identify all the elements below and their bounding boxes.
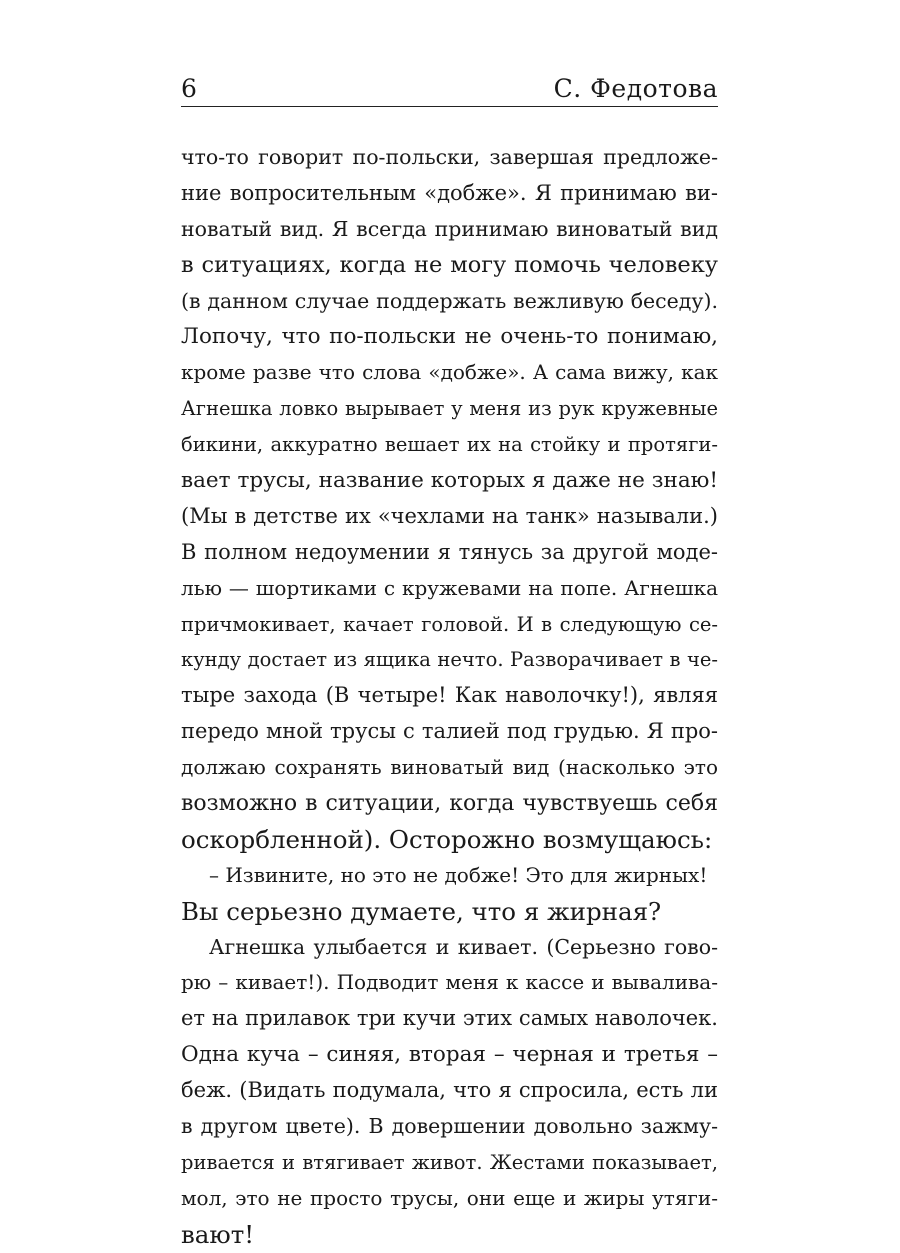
text-line: возможно в ситуации, когда чувствуешь себя bbox=[181, 791, 718, 817]
text-line: бикини, аккуратно вешает их на стойку и протяги- bbox=[181, 433, 718, 457]
text-line: должаю сохранять виноватый вид (насколько это bbox=[181, 755, 718, 780]
text-line: кунду достает из ящика нечто. Разворачивает в че- bbox=[181, 648, 718, 672]
text-line: мол, это не просто трусы, они еще и жиры утяги- bbox=[181, 1185, 718, 1210]
dialogue-line: – Извините, но это не добже! Это для жирных! bbox=[209, 862, 708, 887]
text-line: причмокивает, качает головой. И в следующую се- bbox=[181, 612, 718, 636]
running-head bbox=[181, 72, 718, 107]
running-head-author: С. Федотова bbox=[553, 74, 718, 103]
text-line: вает трусы, название которых я даже не знаю! bbox=[181, 468, 718, 494]
text-line: лью — шортиками с кружевами на попе. Агнешка bbox=[181, 575, 718, 600]
text-line: тыре захода (В четыре! Как наволочку!), являя bbox=[181, 683, 718, 708]
text-line: вают! bbox=[181, 1219, 255, 1249]
text-line: ние вопросительным «добже». Я принимаю ви- bbox=[181, 180, 718, 205]
text-line: Вы серьезно думаете, что я жирная? bbox=[181, 896, 662, 926]
text-line: ет на прилавок три кучи этих самых наволочек. bbox=[181, 1006, 718, 1031]
text-line: беж. (Видать подумала, что я спросила, есть ли bbox=[181, 1078, 718, 1103]
text-line: в другом цвете). В довершении довольно зажму- bbox=[181, 1114, 718, 1139]
text-line: рю – кивает!). Подводит меня к кассе и вывалива- bbox=[181, 970, 718, 995]
text-line: новатый вид. Я всегда принимаю виноватый вид bbox=[181, 216, 718, 241]
text-line: оскорбленной). Осторожно возмущаюсь: bbox=[181, 824, 713, 854]
text-line: что-то говорит по-польски, завершая предложе- bbox=[181, 145, 718, 169]
text-line: передо мной трусы с талией под грудью. Я про- bbox=[181, 719, 718, 744]
text-line: кроме разве что слова «добже». А сама вижу, как bbox=[181, 360, 718, 385]
text-line: ривается и втягивает живот. Жестами показывает, bbox=[181, 1150, 718, 1174]
paragraph-start-line: Агнешка улыбается и кивает. (Серьезно гово- bbox=[209, 934, 718, 959]
text-line: (Мы в детстве их «чехлами на танк» называли.) bbox=[181, 503, 718, 528]
text-line: В полном недоумении я тянусь за другой моде- bbox=[181, 539, 718, 564]
body-text bbox=[181, 140, 718, 1253]
text-line: (в данном случае поддержать вежливую беседу). bbox=[181, 288, 718, 313]
page-number: 6 bbox=[181, 74, 197, 103]
text-line: Лопочу, что по-польски не очень-то понимаю, bbox=[181, 324, 718, 350]
text-line: Агнешка ловко вырывает у меня из рук кружевные bbox=[181, 397, 718, 421]
text-line: Одна куча – синяя, вторая – черная и третья – bbox=[181, 1042, 718, 1068]
text-line: в ситуациях, когда не могу помочь человеку bbox=[181, 251, 718, 278]
